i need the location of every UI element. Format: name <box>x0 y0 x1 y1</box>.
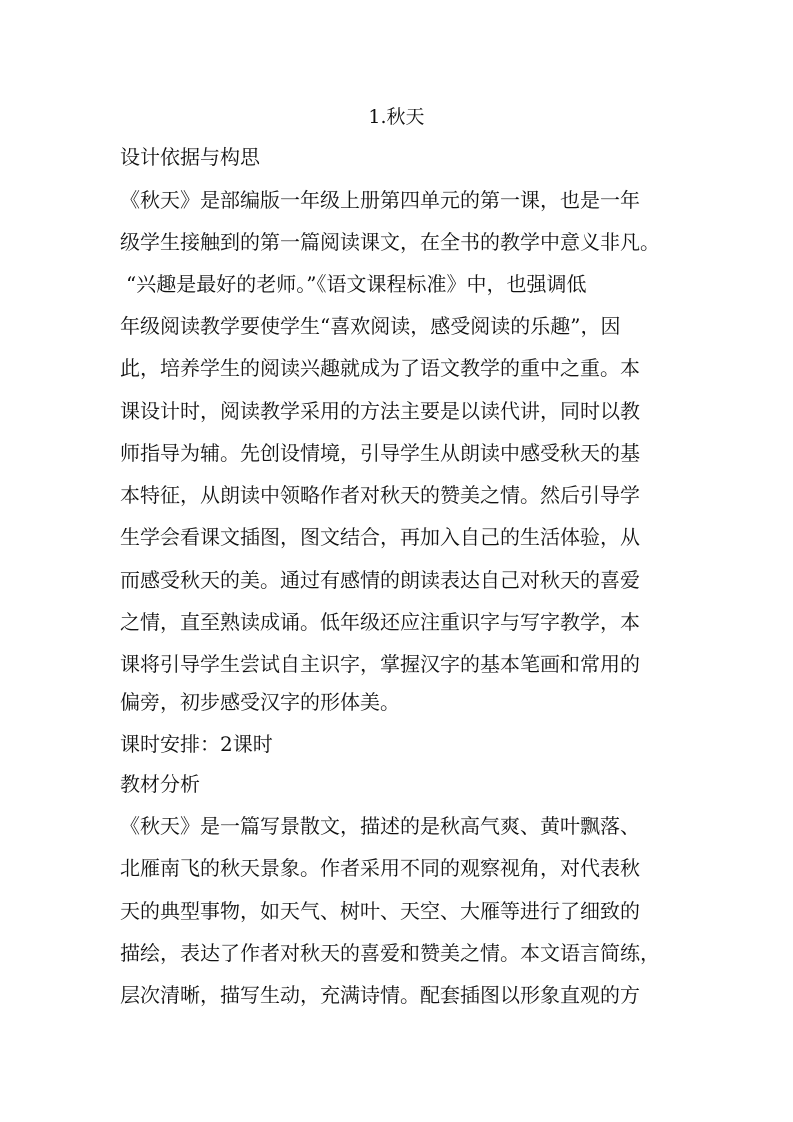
paragraph-line: 本特征，从朗读中领略作者对秋天的赞美之情。然后引导学 <box>120 483 640 507</box>
paragraph-line: 生学会看课文插图，图文结合，再加入自己的生活体验，从 <box>120 525 640 549</box>
class-hours: 课时安排：2课时 <box>120 732 273 756</box>
section-heading-design: 设计依据与构思 <box>120 145 260 169</box>
paragraph-line: 课设计时，阅读教学采用的方法主要是以读代讲，同时以教 <box>120 399 640 423</box>
paragraph-line: 描绘，表达了作者对秋天的喜爱和赞美之情。本文语言简练， <box>120 941 660 965</box>
paragraph-line: 《秋天》是部编版一年级上册第四单元的第一课，也是一年 <box>120 188 640 212</box>
paragraph-line: 偏旁，初步感受汉字的形体美。 <box>120 690 400 714</box>
paragraph-line: 级学生接触到的第一篇阅读课文，在全书的教学中意义非凡。 <box>120 230 660 254</box>
paragraph-line: 课将引导学生尝试自主识字，掌握汉字的基本笔画和常用的 <box>120 652 640 676</box>
paragraph-line: 层次清晰，描写生动，充满诗情。配套插图以形象直观的方 <box>120 983 640 1007</box>
paragraph-line: 年级阅读教学要使学生“喜欢阅读，感受阅读的乐趣”，因 <box>120 314 621 338</box>
paragraph-line: 师指导为辅。先创设情境，引导学生从朗读中感受秋天的基 <box>120 441 640 465</box>
lesson-title: 1.秋天 <box>368 106 425 128</box>
paragraph-line: 北雁南飞的秋天景象。作者采用不同的观察视角，对代表秋 <box>120 856 640 880</box>
paragraph-line: 之情，直至熟读成诵。低年级还应注重识字与写字教学，本 <box>120 610 640 634</box>
paragraph-line: 此，培养学生的阅读兴趣就成为了语文教学的重中之重。本 <box>120 356 640 380</box>
paragraph-line: 天的典型事物，如天气、树叶、天空、大雁等进行了细致的 <box>120 899 640 923</box>
paragraph-line: 《秋天》是一篇写景散文，描述的是秋高气爽、黄叶飘落、 <box>120 814 640 838</box>
paragraph-line: “兴趣是最好的老师。”《语文课程标准》中，也强调低 <box>126 272 587 296</box>
paragraph-line: 而感受秋天的美。通过有感情的朗读表达自己对秋天的喜爱 <box>120 568 640 592</box>
section-heading-analysis: 教材分析 <box>120 772 200 796</box>
